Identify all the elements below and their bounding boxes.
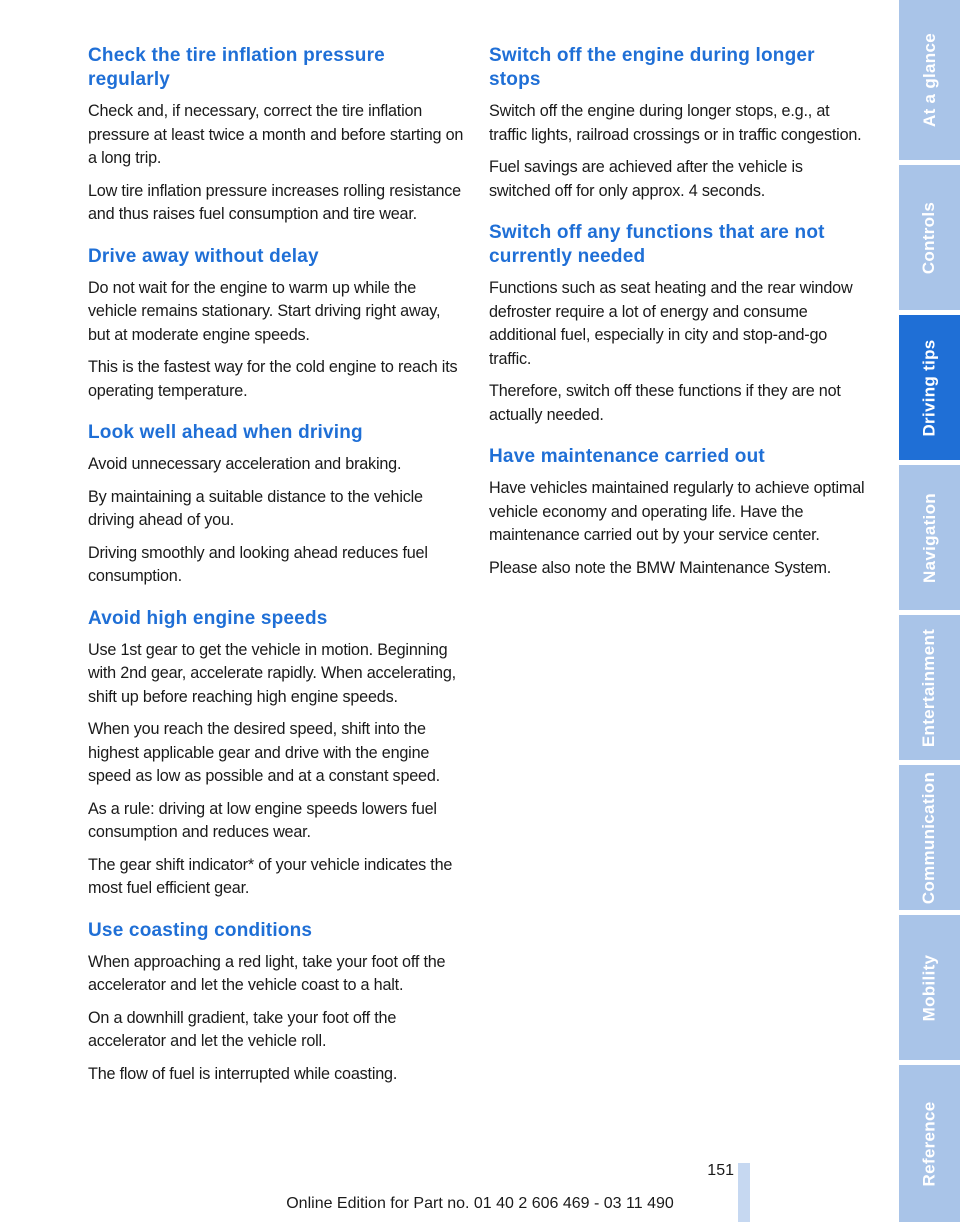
paragraph: Please also note the BMW Maintenance System. <box>489 558 832 577</box>
tab-entertainment[interactable] <box>899 615 960 760</box>
paragraph: Driving smoothly and looking ahead reduces fuel consumption. <box>88 543 428 585</box>
paragraph: Switch off the engine during longer stops, e.g., at traffic lights, railroad crossings or in traffic congestion. <box>489 102 862 144</box>
paragraph: This is the fastest way for the cold engine to reach its operating temperature. <box>88 358 458 400</box>
paragraph: Therefore, switch off these functions if they are not actually needed. <box>489 382 841 424</box>
tab-label: Mobility <box>919 954 939 1021</box>
tab-at-a-glance[interactable] <box>899 0 960 160</box>
right-column <box>489 44 865 598</box>
section-heading: Use coasting conditions <box>88 919 313 941</box>
footer-edition-note: Online Edition for Part no. 01 40 2 606 469 - 03 11 490 <box>286 1195 674 1212</box>
page-number: 151 <box>707 1162 734 1179</box>
paragraph: Avoid unnecessary acceleration and braking. <box>88 455 402 473</box>
tab-label: Driving tips <box>919 338 939 437</box>
section-heading: Switch off the engine during longer stops <box>489 45 815 90</box>
section-drive-away <box>88 245 464 404</box>
paragraph: Low tire inflation pressure increases rolling resistance and thus raises fuel consumption and tire wear. <box>88 181 461 223</box>
chapter-tab-bar <box>899 0 960 1222</box>
paragraph: On a downhill gradient, take your foot off the accelerator and let the vehicle roll. <box>88 1008 397 1050</box>
section-heading: Look well ahead when driving <box>88 422 363 443</box>
tab-label: Navigation <box>919 492 939 583</box>
tab-navigation[interactable] <box>899 465 960 610</box>
section-look-ahead <box>88 421 464 589</box>
section-heading: Have maintenance carried out <box>489 446 765 467</box>
page-marker <box>738 1163 750 1222</box>
tab-controls[interactable] <box>899 165 960 310</box>
section-maintenance <box>489 445 865 580</box>
paragraph: Functions such as seat heating and the rear window defroster require a lot of energy and consume additional fuel, especially in city and stop-and-go traffic. <box>489 279 853 368</box>
paragraph: Fuel savings are achieved after the vehicle is switched off for only approx. 4 seconds. <box>489 158 803 200</box>
section-functions-off <box>489 221 865 427</box>
tab-mobility[interactable] <box>899 915 960 1060</box>
section-tire-pressure <box>88 44 464 227</box>
paragraph: The flow of fuel is interrupted while coasting. <box>88 1064 398 1083</box>
paragraph: Do not wait for the engine to warm up while the vehicle remains stationary. Start driving right away, but at moderate engine speeds. <box>88 278 441 344</box>
tab-label: Reference <box>919 1101 939 1186</box>
tab-communication[interactable] <box>899 765 960 910</box>
paragraph: As a rule: driving at low engine speeds lowers fuel consumption and reduces wear. <box>88 799 437 841</box>
tab-driving-tips[interactable] <box>899 315 960 460</box>
paragraph: When you reach the desired speed, shift into the highest applicable gear and drive with the engine speed as low as possible and at a constant speed. <box>88 720 440 785</box>
section-heading: Check the tire inflation pressure regularly <box>88 45 385 90</box>
paragraph: Use 1st gear to get the vehicle in motion. Beginning with 2nd gear, accelerate rapidly. When accelerating, shift up before reaching high engine speeds. <box>88 640 456 706</box>
tab-label: At a glance <box>919 33 939 127</box>
section-heading: Avoid high engine speeds <box>88 607 328 629</box>
paragraph: Check and, if necessary, correct the tire inflation pressure at least twice a month and before starting on a long trip. <box>88 102 464 167</box>
section-heading: Switch off any functions that are not currently needed <box>489 222 825 267</box>
paragraph: The gear shift indicator* of your vehicle indicates the most fuel efficient gear. <box>88 855 453 897</box>
paragraph: When approaching a red light, take your foot off the accelerator and let the vehicle coast to a halt. <box>88 952 446 994</box>
paragraph: By maintaining a suitable distance to the vehicle driving ahead of you. <box>88 487 423 529</box>
paragraph: Have vehicles maintained regularly to achieve optimal vehicle economy and operating life. Have the maintenance carried out by your service center. <box>489 479 865 544</box>
tab-label: Entertainment <box>919 628 939 747</box>
section-engine-speeds <box>88 607 464 901</box>
section-engine-off <box>489 44 865 203</box>
tab-label: Communication <box>919 771 939 904</box>
section-heading: Drive away without delay <box>88 245 319 267</box>
section-coasting <box>88 919 464 1087</box>
tab-label: Controls <box>919 201 939 274</box>
left-column <box>88 44 464 1104</box>
